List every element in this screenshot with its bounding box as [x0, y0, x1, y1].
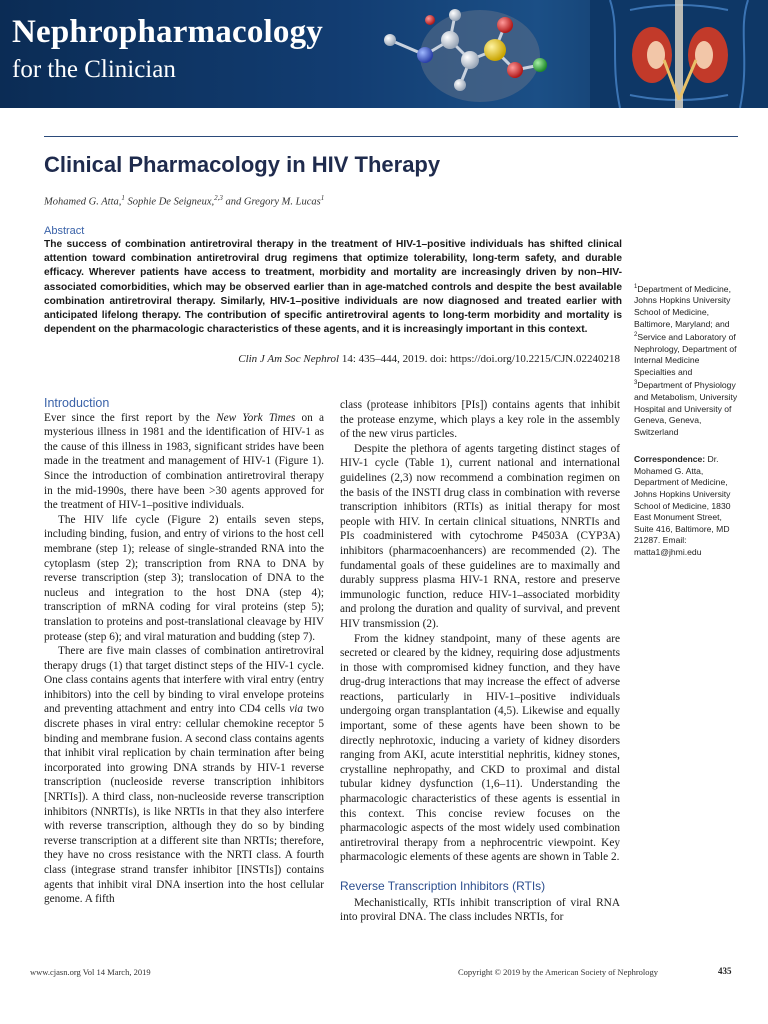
- author-affiliation-mark: 1: [320, 194, 325, 202]
- correspondence-text: Dr. Mohamed G. Atta, Department of Medicine, Johns Hopkins University School of Medicine, 1830 East Monument Street, Suite 416, Baltimore, MD 21287. Email: matta1@jhmi.edu: [634, 454, 731, 558]
- author-affiliation-mark: 1: [121, 194, 125, 202]
- correspondence-label: Correspondence:: [634, 454, 706, 465]
- paragraph-text: There are five main classes of combination antiretroviral therapy drugs (1) that target distinct steps of the HIV-1 cycle. One class contains agents that interfere with viral entry (entry inhibitors) into the cell by binding to viral envelope proteins and preventing attachment and entry into CD4 cells: [44, 645, 324, 716]
- paragraph: From the kidney standpoint, many of these agents are secreted or cleared by the kidney, requiring dose adjustments in those with compromised kidney function, and they have drug-drug interactions that may increase the effect of adverse reactions, particularly in HIV-1–positive individuals undergoing organ transplantation (4,5). Likewise and equally important, some of these agents have been shown to be directly nephrotoxic, inducing a variety of kidney disorders ranging from AKI, acute interstitial nephritis, kidney stones, crystalline nephropathy, and CKD to proximal and distal tubular kidney dysfunction (1,6–11). Understanding the pharmacologic characteristics of these agents is essential in this context. This concise review focuses on the pharmacologic aspects of the most widely used combination antiretroviral therapy from a nephrocentric viewpoint. Key pharmacologic elements of these agents are shown in Table 2.: [340, 632, 620, 864]
- footer-journal-info: www.cjasn.org Vol 14 March, 2019: [30, 967, 151, 977]
- affiliation-mark: 1: [634, 284, 638, 290]
- affiliations: [634, 282, 738, 438]
- affiliation-text: Department of Medicine, Johns Hopkins University School of Medicine, Baltimore, Maryland; and: [634, 283, 731, 329]
- body-column-right: [340, 398, 620, 925]
- paragraph-text: two discrete phases in viral entry: cellular chemokine receptor 5 binding and membrane fusion. A second class contains agents that inhibit viral replication by chain termination after being incorporated into growing DNA strands by HIV-1 reverse transcription (nucleoside reverse transcription inhibitors [NRTIs]). A third class, non-nucleoside reverse transcription inhibitors (NNRTIs), is like NRTIs in that they also interfere with reverse transcription, although they do so by binding reverse transcription at a different site than NRTIs; therefore, they have no cross resistance with the NRTI class. A fourth class (integrase strand transfer inhibitor [INSTIs]) contains agents that inhibit viral DNA insertion into the host cellular genome. A fifth: [44, 703, 324, 906]
- journal-banner: [0, 0, 768, 108]
- affiliation-text: Department of Physiology and Metabolism, University Hospital and University of Geneva, Geneva, Switzerland: [634, 380, 738, 437]
- citation-journal: Clin J Am Soc Nephrol: [238, 353, 340, 365]
- section-heading-introduction: Introduction: [44, 396, 110, 410]
- journal-subtitle: for the Clinician: [12, 56, 176, 83]
- author-name: Sophie De Seigneux,: [124, 196, 215, 208]
- affiliation-mark: 3: [634, 380, 638, 387]
- author-name: Mohamed G. Atta,: [44, 196, 122, 208]
- paragraph: [44, 411, 324, 513]
- molecule-illustration: [330, 0, 570, 108]
- citation-details: 14: 435–444, 2019. doi: https://doi.org/10.2215/CJN.02240218: [339, 353, 620, 365]
- correspondence: [634, 454, 738, 558]
- affiliation-text: Service and Laboratory of Nephrology, Department of Internal Medicine Specialties and: [634, 332, 737, 377]
- abstract-text: The success of combination antiretroviral therapy in the treatment of HIV-1–positive individuals has shifted clinical attention toward combination antiretroviral drug regimens that optimize tolerability, long-term safety, and durable efficacy. Wherever patients have access to treatment, morbidity and mortality are increasingly driven by non–HIV-associated comorbidities, which may be observed earlier than in age-matched controls and despite the best available combination antiretroviral therapy. Similarly, HIV-1–positive individuals are now diagnosed and treated earlier with anticipated lifelong therapy. The contribution of specific antiretroviral agents to long-term morbidity and mortality is dependent on the pharmacologic characteristics of these agents, and it is increasingly important in this context.: [44, 239, 622, 336]
- body-column-left: [44, 396, 324, 907]
- header-rule: [44, 136, 738, 137]
- section-heading-rtis: Reverse Transcription Inhibitors (RTIs): [340, 879, 546, 893]
- author-affiliation-mark: 2,3: [214, 194, 223, 202]
- affiliations-sidebar: [634, 282, 738, 559]
- paragraph: [44, 644, 324, 907]
- paragraph-text: on a mysterious illness in 1981 and the identification of HIV-1 as the cause of this illness in 1983, significant strides have been made in the treatment and management of HIV-1 (Figure 1). Since the introduction of combination antiretroviral therapy in the mid-1990s, there have been >30 agents approved for the treatment of HIV-1–positive individuals.: [44, 411, 324, 512]
- kidney-anatomy-illustration: [590, 0, 768, 108]
- paragraph: Despite the plethora of agents targeting distinct stages of HIV-1 cycle (Table 1), current national and international guidelines (2,3) now recommend a combination regimen on the basis of the INSTI drug class in combination with reverse transcription inhibitors (RTIs) as initial therapy for most people with HIV. In certain clinical situations, NNRTIs and PIs coadministered with cytochrome P4503A (CYP3A) inhibitors (pharmacoenhancers) are recommended (2). The fundamental goals of these guidelines are to maximally and durably suppress plasma HIV-1 RNA, restore and preserve immunologic function, reduce HIV-1–associated morbidity and prolong the duration and quality of survival, and prevent HIV transmission (2).: [340, 442, 620, 630]
- author-list: [44, 194, 324, 208]
- page-number: 435: [718, 966, 732, 976]
- paragraph: class (protease inhibitors [PIs]) contains agents that inhibit the protease enzyme, which plays a key role in the assembly of the new virus particles.: [340, 399, 620, 441]
- abstract-heading: Abstract: [44, 225, 85, 237]
- citation: [238, 353, 620, 365]
- affiliation-mark: 2: [634, 332, 638, 339]
- footer-copyright: Copyright © 2019 by the American Society of Nephrology: [458, 967, 659, 977]
- paragraph-text: Ever since the first report by the: [44, 411, 217, 424]
- paragraph: The HIV life cycle (Figure 2) entails seven steps, including binding, fusion, and entry of virions to the host cell membrane (step 1); release of single-stranded RNA into the cytoplasm (step 2); transcription from RNA to DNA by reverse transcription (step 3); translocation of DNA to the nucleus and integration to the host DNA (step 4); transcription of mRNA coding for viral proteins (step 5); translation to proteins and post-translational cleavage by HIV protease (step 6); and viral maturation and budding (step 7).: [44, 513, 324, 643]
- paragraph: Mechanistically, RTIs inhibit transcription of viral RNA into proviral DNA. The class includes NRTIs, for: [340, 896, 620, 924]
- paragraph-emphasis: via: [289, 703, 304, 716]
- journal-title: Nephropharmacology: [12, 14, 323, 50]
- author-name: and Gregory M. Lucas: [222, 196, 321, 208]
- paragraph-emphasis: New York Times: [216, 411, 296, 424]
- article-title: Clinical Pharmacology in HIV Therapy: [44, 152, 441, 177]
